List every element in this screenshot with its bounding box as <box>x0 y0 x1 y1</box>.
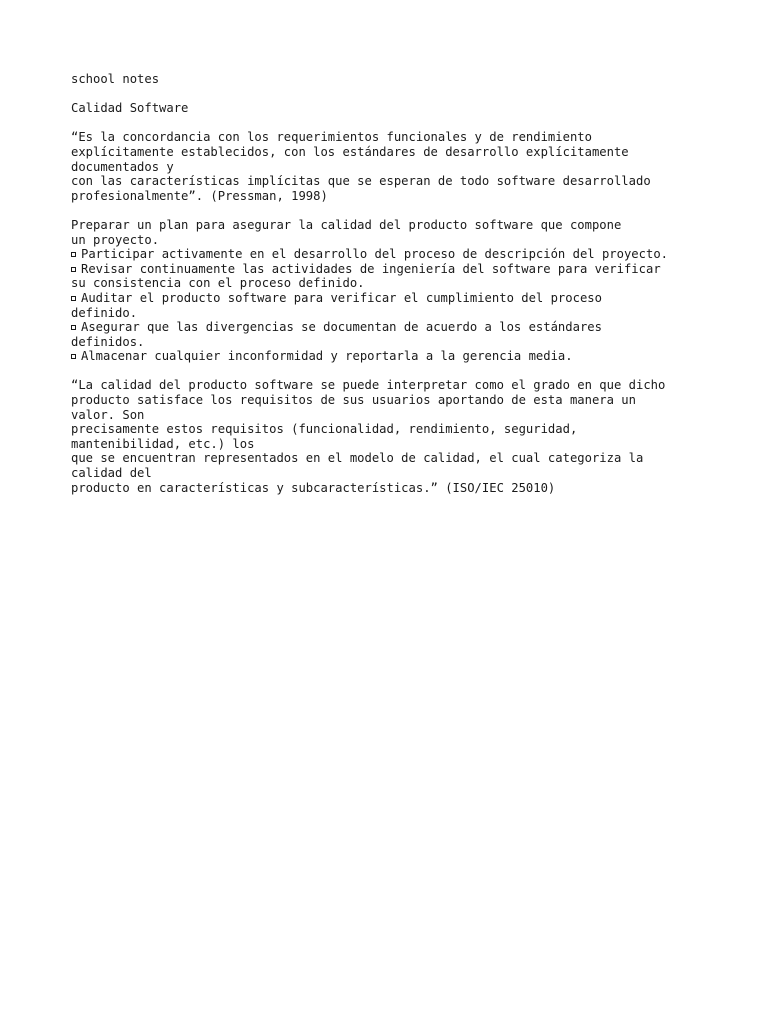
list-item-text: Auditar el producto software para verificar el cumplimiento del proceso <box>81 290 602 305</box>
quote-line: profesionalmente”. (Pressman, 1998) <box>71 188 328 203</box>
list-item <box>71 349 711 364</box>
square-bullet-icon <box>71 252 76 257</box>
quote-line: explícitamente establecidos, con los estándares de desarrollo explícitamente <box>71 144 629 159</box>
document-header: school notes <box>71 72 160 86</box>
square-bullet-icon <box>71 296 76 301</box>
document-body <box>71 72 711 495</box>
paragraph-gap <box>71 203 711 218</box>
list-item-text: Almacenar cualquier inconformidad y reportarla a la gerencia media. <box>81 349 573 364</box>
list-item-continuation: definidos. <box>71 334 145 349</box>
list-item <box>71 291 711 306</box>
quote-line: producto satisface los requisitos de sus usuarios aportando de esta manera un <box>71 393 636 408</box>
quote-line: “Es la concordancia con los requerimientos funcionales y de rendimiento <box>71 130 592 145</box>
quote-line: que se encuentran representados en el modelo de calidad, el cual categoriza la <box>71 451 644 466</box>
square-bullet-icon <box>71 325 76 330</box>
quote-line: producto en características y subcaracterísticas.” (ISO/IEC 25010) <box>71 480 556 495</box>
quote-iso <box>71 378 711 495</box>
list-item <box>71 247 711 262</box>
quote-line: precisamente estos requisitos (funcionalidad, rendimiento, seguridad, <box>71 422 578 437</box>
list-item <box>71 262 711 277</box>
plan-line: Preparar un plan para asegurar la calidad del producto software que compone <box>71 217 622 232</box>
list-item-continuation: su consistencia con el proceso definido. <box>71 276 365 291</box>
quote-line: “La calidad del producto software se puede interpretar como el grado en que dicho <box>71 378 666 393</box>
list-item-continuation: definido. <box>71 305 138 320</box>
quote-line: mantenibilidad, etc.) los <box>71 436 255 451</box>
paragraph-gap <box>71 116 711 131</box>
plan-intro <box>71 218 711 247</box>
quote-line: documentados y <box>71 159 174 174</box>
paragraph-gap <box>71 364 711 379</box>
list-item-text: Participar activamente en el desarrollo del proceso de descripción del proyecto. <box>81 247 668 262</box>
quote-line: valor. Son <box>71 407 145 422</box>
square-bullet-icon <box>71 267 76 272</box>
bullet-list <box>71 247 711 364</box>
list-item <box>71 320 711 335</box>
quote-line: con las características implícitas que se esperan de todo software desarrollado <box>71 174 651 189</box>
list-item-text: Revisar continuamente las actividades de ingeniería del software para verificar <box>81 261 661 276</box>
plan-line: un proyecto. <box>71 232 160 247</box>
document-title: Calidad Software <box>71 101 189 116</box>
list-item-text: Asegurar que las divergencias se documentan de acuerdo a los estándares <box>81 320 602 335</box>
square-bullet-icon <box>71 354 76 359</box>
quote-pressman <box>71 130 711 203</box>
paragraph-gap <box>71 87 711 102</box>
quote-line: calidad del <box>71 466 152 481</box>
